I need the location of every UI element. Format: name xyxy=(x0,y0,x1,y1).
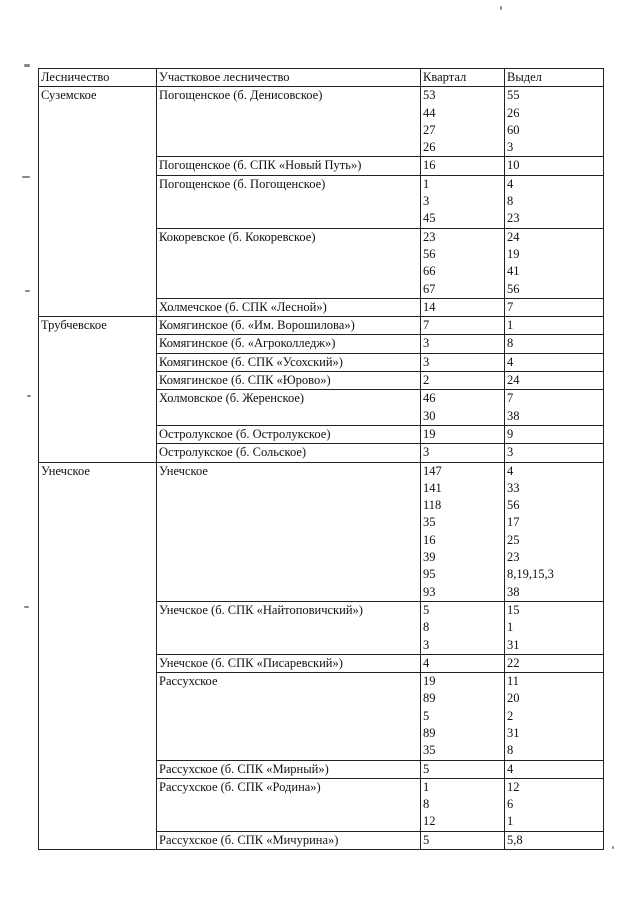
district-cell: Рассухское (б. СПК «Мирный») xyxy=(157,760,421,778)
vydel-value: 38 xyxy=(507,408,520,423)
district-cell: Холмовское (б. Жеренское) xyxy=(157,390,421,426)
kvartal-value: 1 xyxy=(423,779,430,794)
district-cell: Остролукское (б. Сольское) xyxy=(157,444,421,462)
kvartal-cell xyxy=(421,673,505,760)
vydel-value: 56 xyxy=(507,281,520,296)
table-row xyxy=(39,317,604,335)
kvartal-cell xyxy=(421,760,505,778)
vydel-value: 22 xyxy=(507,655,520,670)
kvartal-value: 89 xyxy=(423,725,436,740)
kvartal-cell xyxy=(421,831,505,849)
vydel-cell xyxy=(505,425,604,443)
kvartal-value: 44 xyxy=(423,105,436,120)
kvartal-value: 7 xyxy=(423,318,430,333)
kvartal-cell xyxy=(421,87,505,157)
kvartal-cell xyxy=(421,298,505,316)
kvartal-value: 3 xyxy=(423,445,430,460)
kvartal-value: 35 xyxy=(423,515,436,530)
kvartal-value: 19 xyxy=(423,674,436,689)
kvartal-value: 147 xyxy=(423,463,442,478)
kvartal-value: 19 xyxy=(423,426,436,441)
vydel-value: 55 xyxy=(507,88,520,103)
kvartal-cell xyxy=(421,601,505,654)
vydel-value: 3 xyxy=(507,445,514,460)
district-cell: Кокоревское (б. Кокоревское) xyxy=(157,228,421,298)
kvartal-cell xyxy=(421,462,505,601)
kvartal-value: 35 xyxy=(423,743,436,758)
vydel-cell xyxy=(505,87,604,157)
kvartal-value: 2 xyxy=(423,373,430,388)
forestry-cell: Унечское xyxy=(39,462,157,850)
district-cell: Погощенское (б. Погощенское) xyxy=(157,175,421,228)
kvartal-cell xyxy=(421,778,505,831)
vydel-value: 31 xyxy=(507,637,520,652)
kvartal-value: 27 xyxy=(423,122,436,137)
kvartal-value: 3 xyxy=(423,637,430,652)
kvartal-value: 12 xyxy=(423,814,436,829)
kvartal-cell xyxy=(421,372,505,390)
vydel-value: 2 xyxy=(507,708,514,723)
vydel-cell xyxy=(505,390,604,426)
district-cell: Рассухское xyxy=(157,673,421,760)
table-row xyxy=(39,87,604,157)
district-cell: Унечское (б. СПК «Найтоповичский») xyxy=(157,601,421,654)
vydel-value: 12 xyxy=(507,779,520,794)
vydel-cell xyxy=(505,317,604,335)
district-cell: Комягинское (б. СПК «Усохский») xyxy=(157,353,421,371)
kvartal-value: 30 xyxy=(423,408,436,423)
forest-districts-table xyxy=(38,68,604,850)
vydel-value: 8 xyxy=(507,194,514,209)
kvartal-cell xyxy=(421,228,505,298)
vydel-value: 4 xyxy=(507,176,514,191)
vydel-value: 1 xyxy=(507,620,514,635)
kvartal-value: 23 xyxy=(423,229,436,244)
kvartal-value: 46 xyxy=(423,391,436,406)
kvartal-value: 89 xyxy=(423,691,436,706)
vydel-value: 20 xyxy=(507,691,520,706)
kvartal-cell xyxy=(421,317,505,335)
vydel-value: 15 xyxy=(507,602,520,617)
header-district: Участковое лесничество xyxy=(157,69,421,87)
district-cell: Рассухское (б. СПК «Мичурина») xyxy=(157,831,421,849)
vydel-value: 4 xyxy=(507,761,514,776)
kvartal-cell xyxy=(421,157,505,175)
vydel-value: 10 xyxy=(507,158,520,173)
vydel-value: 4 xyxy=(507,463,514,478)
district-cell: Комягинское (б. «Им. Ворошилова») xyxy=(157,317,421,335)
vydel-cell xyxy=(505,831,604,849)
vydel-value: 11 xyxy=(507,674,520,689)
kvartal-value: 56 xyxy=(423,246,436,261)
vydel-cell xyxy=(505,353,604,371)
kvartal-value: 67 xyxy=(423,281,436,296)
vydel-value: 1 xyxy=(507,318,514,333)
kvartal-value: 39 xyxy=(423,550,436,565)
kvartal-value: 26 xyxy=(423,140,436,155)
kvartal-value: 66 xyxy=(423,264,436,279)
vydel-value: 56 xyxy=(507,498,520,513)
forestry-cell: Трубчевское xyxy=(39,317,157,462)
vydel-cell xyxy=(505,335,604,353)
vydel-value: 4 xyxy=(507,354,514,369)
district-cell: Погощенское (б. СПК «Новый Путь») xyxy=(157,157,421,175)
vydel-cell xyxy=(505,175,604,228)
vydel-cell xyxy=(505,462,604,601)
vydel-cell xyxy=(505,228,604,298)
district-cell: Унечское xyxy=(157,462,421,601)
kvartal-cell xyxy=(421,390,505,426)
kvartal-value: 8 xyxy=(423,620,430,635)
kvartal-value: 3 xyxy=(423,354,430,369)
vydel-value: 60 xyxy=(507,122,520,137)
vydel-value: 24 xyxy=(507,373,520,388)
kvartal-value: 3 xyxy=(423,194,430,209)
kvartal-value: 5 xyxy=(423,761,430,776)
vydel-cell xyxy=(505,157,604,175)
vydel-cell xyxy=(505,673,604,760)
vydel-value: 8,19,15,3 xyxy=(507,567,554,582)
kvartal-value: 93 xyxy=(423,584,436,599)
table-header-row xyxy=(39,69,604,87)
vydel-value: 1 xyxy=(507,814,514,829)
vydel-value: 25 xyxy=(507,532,520,547)
kvartal-value: 53 xyxy=(423,88,436,103)
vydel-value: 8 xyxy=(507,336,514,351)
vydel-value: 41 xyxy=(507,264,520,279)
vydel-cell xyxy=(505,654,604,672)
vydel-value: 17 xyxy=(507,515,520,530)
forestry-cell: Суземское xyxy=(39,87,157,317)
kvartal-value: 4 xyxy=(423,655,430,670)
kvartal-cell xyxy=(421,175,505,228)
kvartal-value: 16 xyxy=(423,532,436,547)
header-forestry: Лесничество xyxy=(39,69,157,87)
district-cell: Комягинское (б. «Агроколледж») xyxy=(157,335,421,353)
vydel-value: 24 xyxy=(507,229,520,244)
kvartal-value: 5 xyxy=(423,602,430,617)
district-cell: Холмечское (б. СПК «Лесной») xyxy=(157,298,421,316)
kvartal-cell xyxy=(421,444,505,462)
kvartal-cell xyxy=(421,654,505,672)
kvartal-value: 3 xyxy=(423,336,430,351)
vydel-value: 19 xyxy=(507,246,520,261)
vydel-value: 26 xyxy=(507,105,520,120)
kvartal-value: 14 xyxy=(423,299,436,314)
district-cell: Погощенское (б. Денисовское) xyxy=(157,87,421,157)
vydel-value: 38 xyxy=(507,584,520,599)
table-body xyxy=(39,87,604,850)
kvartal-cell xyxy=(421,425,505,443)
district-cell: Комягинское (б. СПК «Юрово») xyxy=(157,372,421,390)
vydel-value: 7 xyxy=(507,391,514,406)
vydel-cell xyxy=(505,778,604,831)
vydel-cell xyxy=(505,760,604,778)
district-cell: Унечское (б. СПК «Писаревский») xyxy=(157,654,421,672)
vydel-value: 5,8 xyxy=(507,832,523,847)
vydel-value: 8 xyxy=(507,743,514,758)
kvartal-value: 1 xyxy=(423,176,430,191)
vydel-value: 7 xyxy=(507,299,514,314)
kvartal-value: 5 xyxy=(423,832,430,847)
district-cell: Остролукское (б. Остролукское) xyxy=(157,425,421,443)
vydel-value: 3 xyxy=(507,140,514,155)
vydel-cell xyxy=(505,601,604,654)
kvartal-cell xyxy=(421,353,505,371)
kvartal-value: 118 xyxy=(423,498,442,513)
kvartal-value: 141 xyxy=(423,480,442,495)
vydel-value: 23 xyxy=(507,211,520,226)
vydel-value: 33 xyxy=(507,480,520,495)
kvartal-value: 5 xyxy=(423,708,430,723)
district-cell: Рассухское (б. СПК «Родина») xyxy=(157,778,421,831)
kvartal-value: 8 xyxy=(423,797,430,812)
header-kvartal: Квартал xyxy=(421,69,505,87)
vydel-cell xyxy=(505,298,604,316)
kvartal-value: 16 xyxy=(423,158,436,173)
kvartal-cell xyxy=(421,335,505,353)
vydel-value: 6 xyxy=(507,797,514,812)
kvartal-value: 95 xyxy=(423,567,436,582)
table-row xyxy=(39,462,604,601)
vydel-value: 31 xyxy=(507,725,520,740)
vydel-value: 23 xyxy=(507,550,520,565)
header-vydel: Выдел xyxy=(505,69,604,87)
kvartal-value: 45 xyxy=(423,211,436,226)
vydel-cell xyxy=(505,372,604,390)
vydel-cell xyxy=(505,444,604,462)
vydel-value: 9 xyxy=(507,426,514,441)
